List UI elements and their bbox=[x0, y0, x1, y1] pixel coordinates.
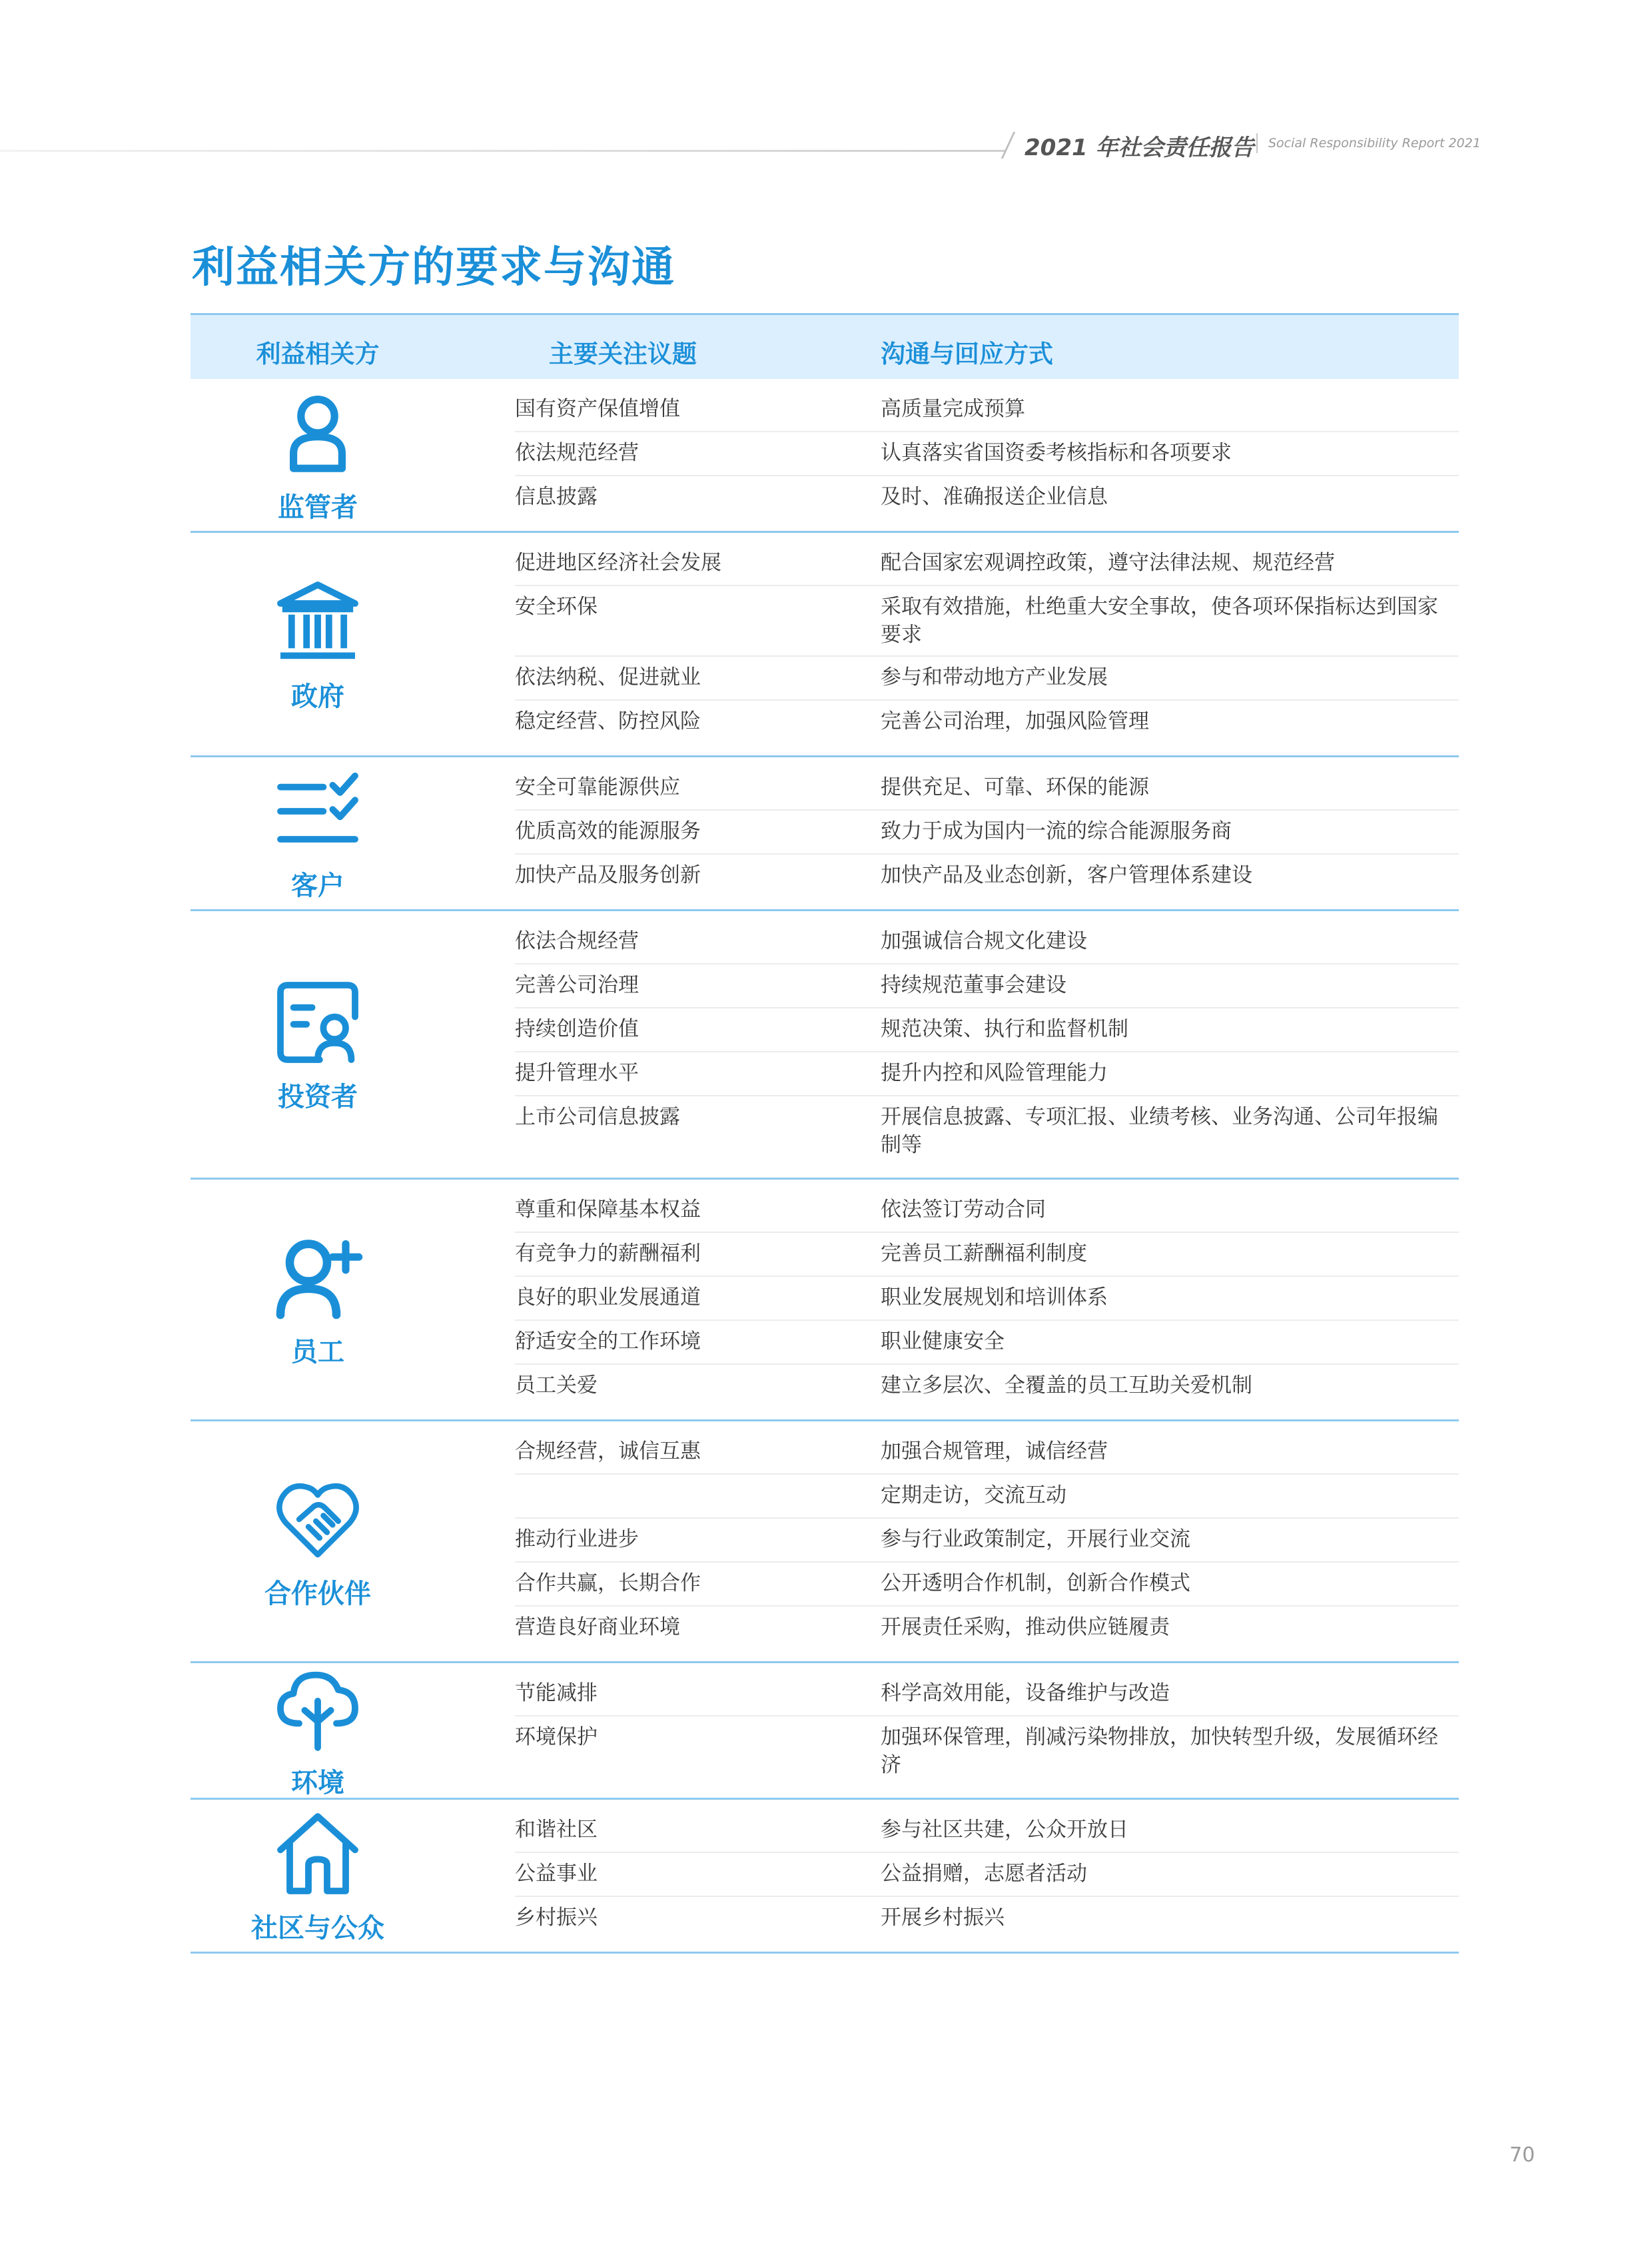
response-cell: 及时、准确报送企业信息 bbox=[881, 485, 1108, 509]
concern-cell: 良好的职业发展通道 bbox=[515, 1286, 701, 1309]
report-title: 2021 年社会责任报告 bbox=[1025, 135, 1254, 161]
response-cell: 定期走访，交流互动 bbox=[881, 1483, 1066, 1507]
response-cell: 公开透明合作机制，创新合作模式 bbox=[881, 1571, 1190, 1595]
stakeholder-cell bbox=[191, 1180, 445, 1419]
group-rows bbox=[515, 911, 1459, 1178]
stakeholder-cell bbox=[191, 1663, 445, 1798]
concern-cell: 推动行业进步 bbox=[515, 1527, 639, 1551]
report-subtitle: Social Responsibility Report 2021 bbox=[1268, 136, 1481, 151]
response-cell: 参与社区共建，公众开放日 bbox=[881, 1818, 1128, 1842]
concern-cell: 上市公司信息披露 bbox=[515, 1105, 680, 1129]
government-building-icon bbox=[271, 575, 364, 669]
concern-cell bbox=[515, 1475, 881, 1488]
table-row bbox=[515, 1052, 1459, 1096]
concern-cell: 有竞争力的薪酬福利 bbox=[515, 1242, 701, 1266]
table-row bbox=[515, 586, 1459, 657]
response-cell: 完善公司治理，加强风险管理 bbox=[881, 709, 1149, 733]
column-header-stakeholder: 利益相关方 bbox=[256, 340, 380, 368]
table-row bbox=[515, 476, 1459, 519]
stakeholder-cell bbox=[191, 533, 445, 755]
stakeholder-cell bbox=[191, 1800, 445, 1952]
house-icon bbox=[271, 1807, 364, 1900]
concern-cell: 依法合规经营 bbox=[515, 929, 639, 953]
response-cell: 加快产品及业态创新，客户管理体系建设 bbox=[881, 863, 1252, 887]
table-row bbox=[515, 1475, 1459, 1519]
response-cell: 参与行业政策制定，开展行业交流 bbox=[881, 1527, 1190, 1551]
response-cell: 职业发展规划和培训体系 bbox=[881, 1286, 1108, 1309]
concern-cell: 完善公司治理 bbox=[515, 973, 639, 997]
table-row bbox=[515, 1096, 1459, 1166]
table-row bbox=[515, 1431, 1459, 1475]
response-cell: 参与和带动地方产业发展 bbox=[881, 665, 1108, 689]
table-row bbox=[515, 1563, 1459, 1607]
group-rows bbox=[515, 1663, 1459, 1798]
stakeholder-group bbox=[191, 757, 1459, 911]
response-cell: 开展乡村振兴 bbox=[881, 1906, 1005, 1930]
stakeholder-group bbox=[191, 1663, 1459, 1800]
table-row bbox=[515, 701, 1459, 743]
stakeholder-cell bbox=[191, 1421, 445, 1661]
response-cell: 加强诚信合规文化建设 bbox=[881, 929, 1087, 953]
concern-cell: 加快产品及服务创新 bbox=[515, 863, 701, 887]
stakeholder-group bbox=[191, 1800, 1459, 1954]
table-row bbox=[515, 432, 1459, 476]
response-cell: 采取有效措施，杜绝重大安全事故，使各项环保指标达到国家要求 bbox=[881, 595, 1438, 647]
group-rows bbox=[515, 1180, 1459, 1419]
table-row bbox=[515, 964, 1459, 1008]
concern-cell: 信息披露 bbox=[515, 485, 598, 509]
table-row bbox=[515, 1607, 1459, 1649]
concern-cell: 合规经营，诚信互惠 bbox=[515, 1439, 701, 1463]
response-cell: 高质量完成预算 bbox=[881, 397, 1025, 421]
response-cell: 提供充足、可靠、环保的能源 bbox=[881, 775, 1149, 799]
table-row bbox=[515, 657, 1459, 701]
concern-cell: 安全环保 bbox=[515, 595, 598, 619]
tree-icon bbox=[271, 1662, 364, 1755]
response-cell: 持续规范董事会建设 bbox=[881, 973, 1066, 997]
table-body bbox=[191, 379, 1459, 1954]
concern-cell: 环境保护 bbox=[515, 1725, 598, 1749]
response-cell: 规范决策、执行和监督机制 bbox=[881, 1017, 1128, 1041]
table-row bbox=[515, 1321, 1459, 1365]
stakeholder-name: 投资者 bbox=[278, 1081, 358, 1112]
group-rows bbox=[515, 1800, 1459, 1952]
table-row bbox=[515, 388, 1459, 432]
group-rows bbox=[515, 379, 1459, 531]
response-cell: 科学高效用能，设备维护与改造 bbox=[881, 1681, 1170, 1705]
stakeholder-name: 监管者 bbox=[278, 492, 358, 523]
handshake-heart-icon bbox=[271, 1473, 364, 1566]
stakeholder-name: 社区与公众 bbox=[251, 1912, 384, 1944]
stakeholder-group bbox=[191, 533, 1459, 757]
person-add-icon bbox=[271, 1231, 364, 1324]
response-cell: 职业健康安全 bbox=[881, 1329, 1005, 1353]
page-title: 利益相关方的要求与沟通 bbox=[192, 243, 675, 292]
response-cell: 公益捐赠，志愿者活动 bbox=[881, 1862, 1087, 1886]
group-rows bbox=[515, 757, 1459, 909]
profile-card-icon bbox=[271, 976, 364, 1069]
concern-cell: 安全可靠能源供应 bbox=[515, 775, 680, 799]
group-rows bbox=[515, 533, 1459, 755]
response-cell: 完善员工薪酬福利制度 bbox=[881, 1242, 1087, 1266]
table-row bbox=[515, 1897, 1459, 1940]
concern-cell: 提升管理水平 bbox=[515, 1061, 639, 1085]
table-row bbox=[515, 1716, 1459, 1786]
response-cell: 加强合规管理，诚信经营 bbox=[881, 1439, 1108, 1463]
header-slash-decoration bbox=[1001, 132, 1016, 159]
concern-cell: 公益事业 bbox=[515, 1862, 598, 1886]
stakeholder-group bbox=[191, 379, 1459, 533]
table-row bbox=[515, 855, 1459, 897]
table-row bbox=[515, 921, 1459, 964]
group-rows bbox=[515, 1421, 1459, 1661]
table-row bbox=[515, 1809, 1459, 1853]
concern-cell: 稳定经营、防控风险 bbox=[515, 709, 701, 733]
table-row bbox=[515, 1008, 1459, 1052]
table-row bbox=[515, 1233, 1459, 1277]
checklist-icon bbox=[271, 765, 364, 858]
concern-cell: 依法规范经营 bbox=[515, 441, 639, 465]
response-cell: 开展信息披露、专项汇报、业绩考核、业务沟通、公司年报编制等 bbox=[881, 1105, 1438, 1157]
response-cell: 加强环保管理，削减污染物排放，加快转型升级，发展循环经济 bbox=[881, 1725, 1438, 1777]
column-header-concerns: 主要关注议题 bbox=[549, 340, 697, 368]
concern-cell: 促进地区经济社会发展 bbox=[515, 551, 721, 575]
stakeholder-name: 客户 bbox=[291, 870, 344, 901]
header-separator bbox=[1256, 133, 1258, 153]
concern-cell: 和谐社区 bbox=[515, 1818, 598, 1842]
response-cell: 开展责任采购，推动供应链履责 bbox=[881, 1615, 1170, 1639]
table-row bbox=[515, 1519, 1459, 1563]
response-cell: 建立多层次、全覆盖的员工互助关爱机制 bbox=[881, 1373, 1252, 1397]
column-header-response: 沟通与回应方式 bbox=[881, 340, 1053, 368]
table-row bbox=[515, 1673, 1459, 1716]
stakeholder-group bbox=[191, 911, 1459, 1180]
table-row bbox=[515, 811, 1459, 855]
stakeholder-group bbox=[191, 1421, 1459, 1663]
table-row bbox=[515, 542, 1459, 586]
concern-cell: 国有资产保值增值 bbox=[515, 397, 680, 421]
concern-cell: 员工关爱 bbox=[515, 1373, 598, 1397]
concern-cell: 依法纳税、促进就业 bbox=[515, 665, 701, 689]
concern-cell: 持续创造价值 bbox=[515, 1017, 639, 1041]
concern-cell: 舒适安全的工作环境 bbox=[515, 1329, 701, 1353]
concern-cell: 合作共赢，长期合作 bbox=[515, 1571, 701, 1595]
concern-cell: 营造良好商业环境 bbox=[515, 1615, 680, 1639]
table-row bbox=[515, 1365, 1459, 1407]
stakeholder-cell bbox=[191, 911, 445, 1178]
response-cell: 认真落实省国资委考核指标和各项要求 bbox=[881, 441, 1232, 465]
table-row bbox=[515, 767, 1459, 811]
concern-cell: 乡村振兴 bbox=[515, 1906, 598, 1930]
table-row bbox=[515, 1853, 1459, 1897]
response-cell: 提升内控和风险管理能力 bbox=[881, 1061, 1108, 1085]
page-number: 70 bbox=[1509, 2143, 1535, 2167]
concern-cell: 尊重和保障基本权益 bbox=[515, 1198, 701, 1222]
response-cell: 依法签订劳动合同 bbox=[881, 1198, 1046, 1222]
response-cell: 配合国家宏观调控政策，遵守法律法规、规范经营 bbox=[881, 551, 1335, 575]
stakeholder-name: 员工 bbox=[291, 1336, 344, 1367]
table-row bbox=[515, 1189, 1459, 1233]
response-cell: 致力于成为国内一流的综合能源服务商 bbox=[881, 819, 1232, 843]
stakeholder-name: 合作伙伴 bbox=[264, 1578, 371, 1609]
concern-cell: 节能减排 bbox=[515, 1681, 598, 1705]
stakeholder-table bbox=[191, 313, 1459, 1954]
stakeholder-group bbox=[191, 1180, 1459, 1421]
header-rule bbox=[0, 150, 1006, 152]
stakeholder-name: 政府 bbox=[291, 681, 344, 712]
stakeholder-cell bbox=[191, 379, 445, 531]
stakeholder-name: 环境 bbox=[291, 1767, 344, 1798]
stakeholder-cell bbox=[191, 757, 445, 909]
concern-cell: 优质高效的能源服务 bbox=[515, 819, 701, 843]
table-row bbox=[515, 1277, 1459, 1321]
person-icon bbox=[271, 386, 364, 480]
table-header bbox=[191, 313, 1459, 379]
